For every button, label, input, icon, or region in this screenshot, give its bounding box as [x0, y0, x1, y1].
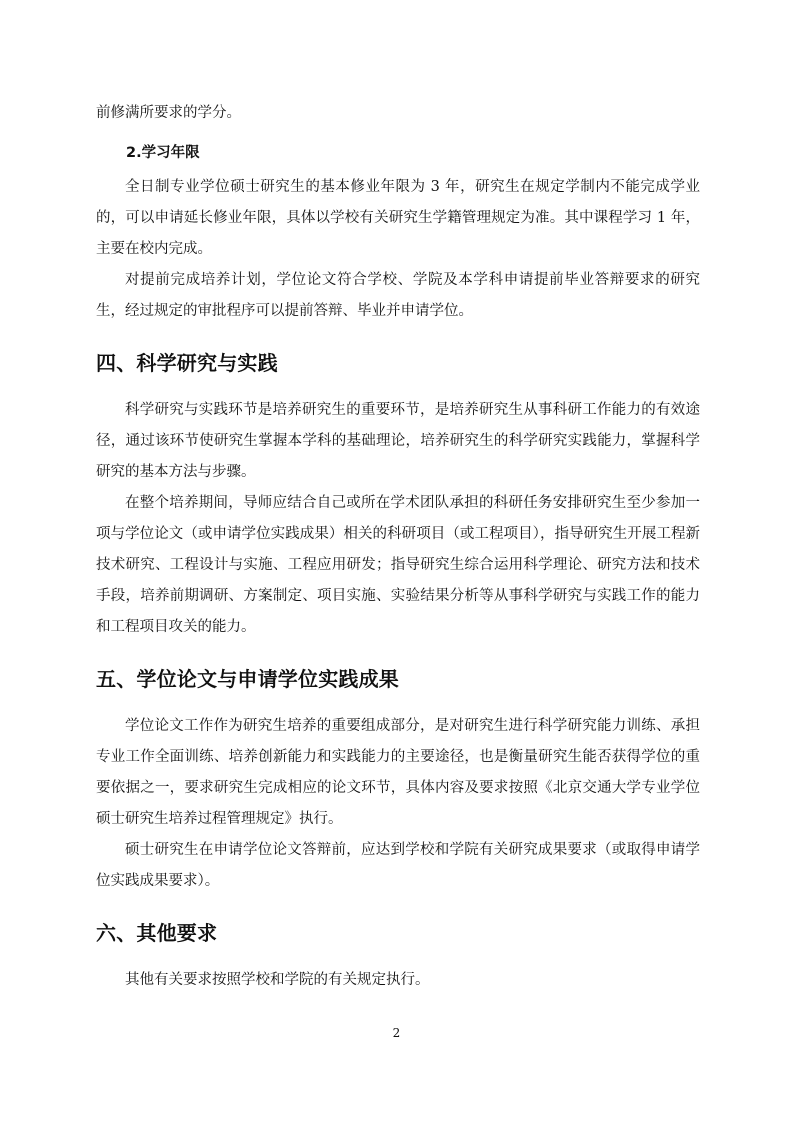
continuation-text: 前修满所要求的学分。 — [96, 105, 241, 121]
paragraph-research-practice-2: 在整个培养期间，导师应结合自己或所在学术团队承担的科研任务安排研究生至少参加一项与学位论文（或申请学位实践成果）相关的科研项目（或工程项目），指导研究生开展工程新技术研究、工程设计与实施、工程应用研发；指导研究生综合运用科学理论、研究方法和技术手段，培养前期调研、方案制定、项目实施、实验结果分析等从事科学研究与实践工作的能力和工程项目攻关的能力。 — [96, 495, 700, 635]
subsection-heading-study-duration: 2.学习年限 — [126, 145, 200, 161]
paragraph-study-duration-2: 对提前完成培养计划，学位论文符合学校、学院及本学科申请提前毕业答辩要求的研究生，经过规定的审批程序可以提前答辩、毕业并申请学位。 — [96, 272, 700, 319]
paragraph-thesis-1: 学位论文工作作为研究生培养的重要组成部分，是对研究生进行科学研究能力训练、承担专业工作全面训练、培养创新能力和实践能力的主要途径，也是衡量研究生能否获得学位的重要依据之一，要求研究生完成相应的论文环节，具体内容及要求按照《北京交通大学专业学位硕士研究生培养过程管理规定》执行。 — [96, 718, 700, 827]
paragraph-study-duration-1: 全日制专业学位硕士研究生的基本修业年限为 3 年，研究生在规定学制内不能完成学业的，可以申请延长修业年限，具体以学校有关研究生学籍管理规定为准。其中课程学习 1 年，主要在校内完成。 — [96, 179, 700, 257]
paragraph-research-practice-1: 科学研究与实践环节是培养研究生的重要环节，是培养研究生从事科研工作能力的有效途径，通过该环节使研究生掌握本学科的基础理论，培养研究生的科学研究实践能力，掌握科学研究的基本方法与步骤。 — [96, 402, 700, 480]
page-number: 2 — [392, 1026, 401, 1040]
section-heading-other-requirements: 六、其他要求 — [96, 921, 218, 945]
section-heading-thesis: 五、学位论文与申请学位实践成果 — [96, 667, 399, 691]
paragraph-other-requirements: 其他有关要求按照学校和学院的有关规定执行。 — [125, 972, 430, 988]
section-heading-research-practice: 四、科学研究与实践 — [96, 351, 278, 375]
paragraph-thesis-2: 硕士研究生在申请学位论文答辩前，应达到学校和学院有关研究成果要求（或取得申请学位实践成果要求）。 — [96, 842, 700, 889]
document-content — [96, 98, 700, 996]
